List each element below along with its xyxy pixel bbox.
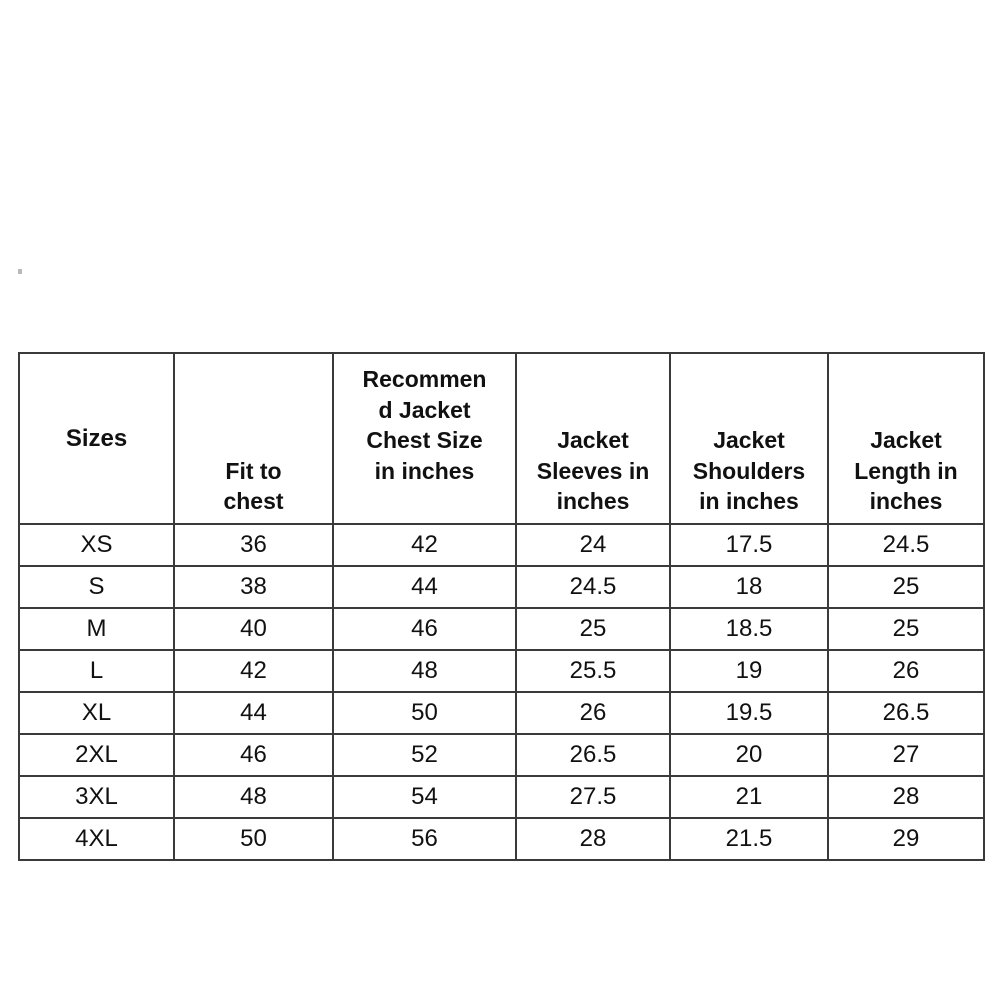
cell-measurement: 46	[174, 734, 333, 776]
column-header-line: d Jacket	[378, 396, 471, 423]
cell-measurement: 24.5	[828, 524, 984, 566]
cell-measurement: 26	[516, 692, 670, 734]
column-header-line: Shoulders	[692, 457, 806, 484]
cell-measurement: 28	[828, 776, 984, 818]
cell-measurement: 26.5	[516, 734, 670, 776]
cell-measurement: 48	[174, 776, 333, 818]
column-header-line: Sizes	[65, 424, 128, 452]
cell-measurement: 25	[828, 566, 984, 608]
table-header-row	[19, 353, 984, 524]
cell-measurement: 42	[174, 650, 333, 692]
cell-measurement: 36	[174, 524, 333, 566]
cell-measurement: 19.5	[670, 692, 828, 734]
cell-size-label: 4XL	[19, 818, 174, 860]
table-row	[19, 734, 984, 776]
cell-measurement: 25.5	[516, 650, 670, 692]
column-header-line: inches	[869, 488, 943, 515]
cell-measurement: 38	[174, 566, 333, 608]
cell-measurement: 54	[333, 776, 516, 818]
cell-measurement: 42	[333, 524, 516, 566]
cell-size-label: L	[19, 650, 174, 692]
cell-measurement: 44	[333, 566, 516, 608]
column-header-line: Jacket	[713, 427, 785, 454]
cell-measurement: 17.5	[670, 524, 828, 566]
cell-size-label: XL	[19, 692, 174, 734]
column-header-line: inches	[556, 488, 630, 515]
cell-measurement: 20	[670, 734, 828, 776]
column-header-line: Length in	[854, 457, 958, 484]
column-header-line: Fit to	[225, 457, 282, 484]
column-header-recommend-jacket-chest-size	[333, 353, 516, 524]
cell-size-label: S	[19, 566, 174, 608]
column-header-line: in inches	[374, 457, 475, 484]
cell-measurement: 18	[670, 566, 828, 608]
cell-measurement: 21.5	[670, 818, 828, 860]
image-artifact-speck	[18, 269, 22, 274]
cell-measurement: 21	[670, 776, 828, 818]
column-header-jacket-sleeves	[516, 353, 670, 524]
table-row	[19, 818, 984, 860]
cell-measurement: 48	[333, 650, 516, 692]
cell-measurement: 25	[828, 608, 984, 650]
cell-measurement: 24	[516, 524, 670, 566]
table-row	[19, 692, 984, 734]
cell-measurement: 27.5	[516, 776, 670, 818]
cell-measurement: 26.5	[828, 692, 984, 734]
cell-size-label: 2XL	[19, 734, 174, 776]
cell-measurement: 28	[516, 818, 670, 860]
column-header-line: Jacket	[557, 427, 629, 454]
cell-measurement: 56	[333, 818, 516, 860]
cell-measurement: 50	[333, 692, 516, 734]
column-header-line: Chest Size	[366, 427, 483, 454]
cell-measurement: 24.5	[516, 566, 670, 608]
cell-size-label: 3XL	[19, 776, 174, 818]
column-header-line: Jacket	[870, 427, 942, 454]
column-header-line: in inches	[699, 488, 799, 515]
table-row	[19, 608, 984, 650]
cell-measurement: 52	[333, 734, 516, 776]
cell-measurement: 18.5	[670, 608, 828, 650]
column-header-fit-to-chest	[174, 353, 333, 524]
table-body	[19, 524, 984, 860]
column-header-line: chest	[223, 488, 284, 515]
table-row	[19, 650, 984, 692]
cell-measurement: 50	[174, 818, 333, 860]
jacket-size-chart-table	[18, 352, 985, 861]
column-header-line: Sleeves in	[536, 457, 650, 484]
cell-measurement: 29	[828, 818, 984, 860]
cell-measurement: 44	[174, 692, 333, 734]
column-header-jacket-length	[828, 353, 984, 524]
cell-measurement: 27	[828, 734, 984, 776]
cell-measurement: 26	[828, 650, 984, 692]
cell-size-label: XS	[19, 524, 174, 566]
cell-measurement: 46	[333, 608, 516, 650]
table-row	[19, 566, 984, 608]
cell-measurement: 19	[670, 650, 828, 692]
column-header-line: Recommen	[362, 366, 487, 392]
cell-measurement: 40	[174, 608, 333, 650]
table-row	[19, 776, 984, 818]
cell-measurement: 25	[516, 608, 670, 650]
cell-size-label: M	[19, 608, 174, 650]
column-header-jacket-shoulders	[670, 353, 828, 524]
column-header-sizes	[19, 353, 174, 524]
size-chart-container	[18, 352, 983, 861]
table-header	[19, 353, 984, 524]
table-row	[19, 524, 984, 566]
